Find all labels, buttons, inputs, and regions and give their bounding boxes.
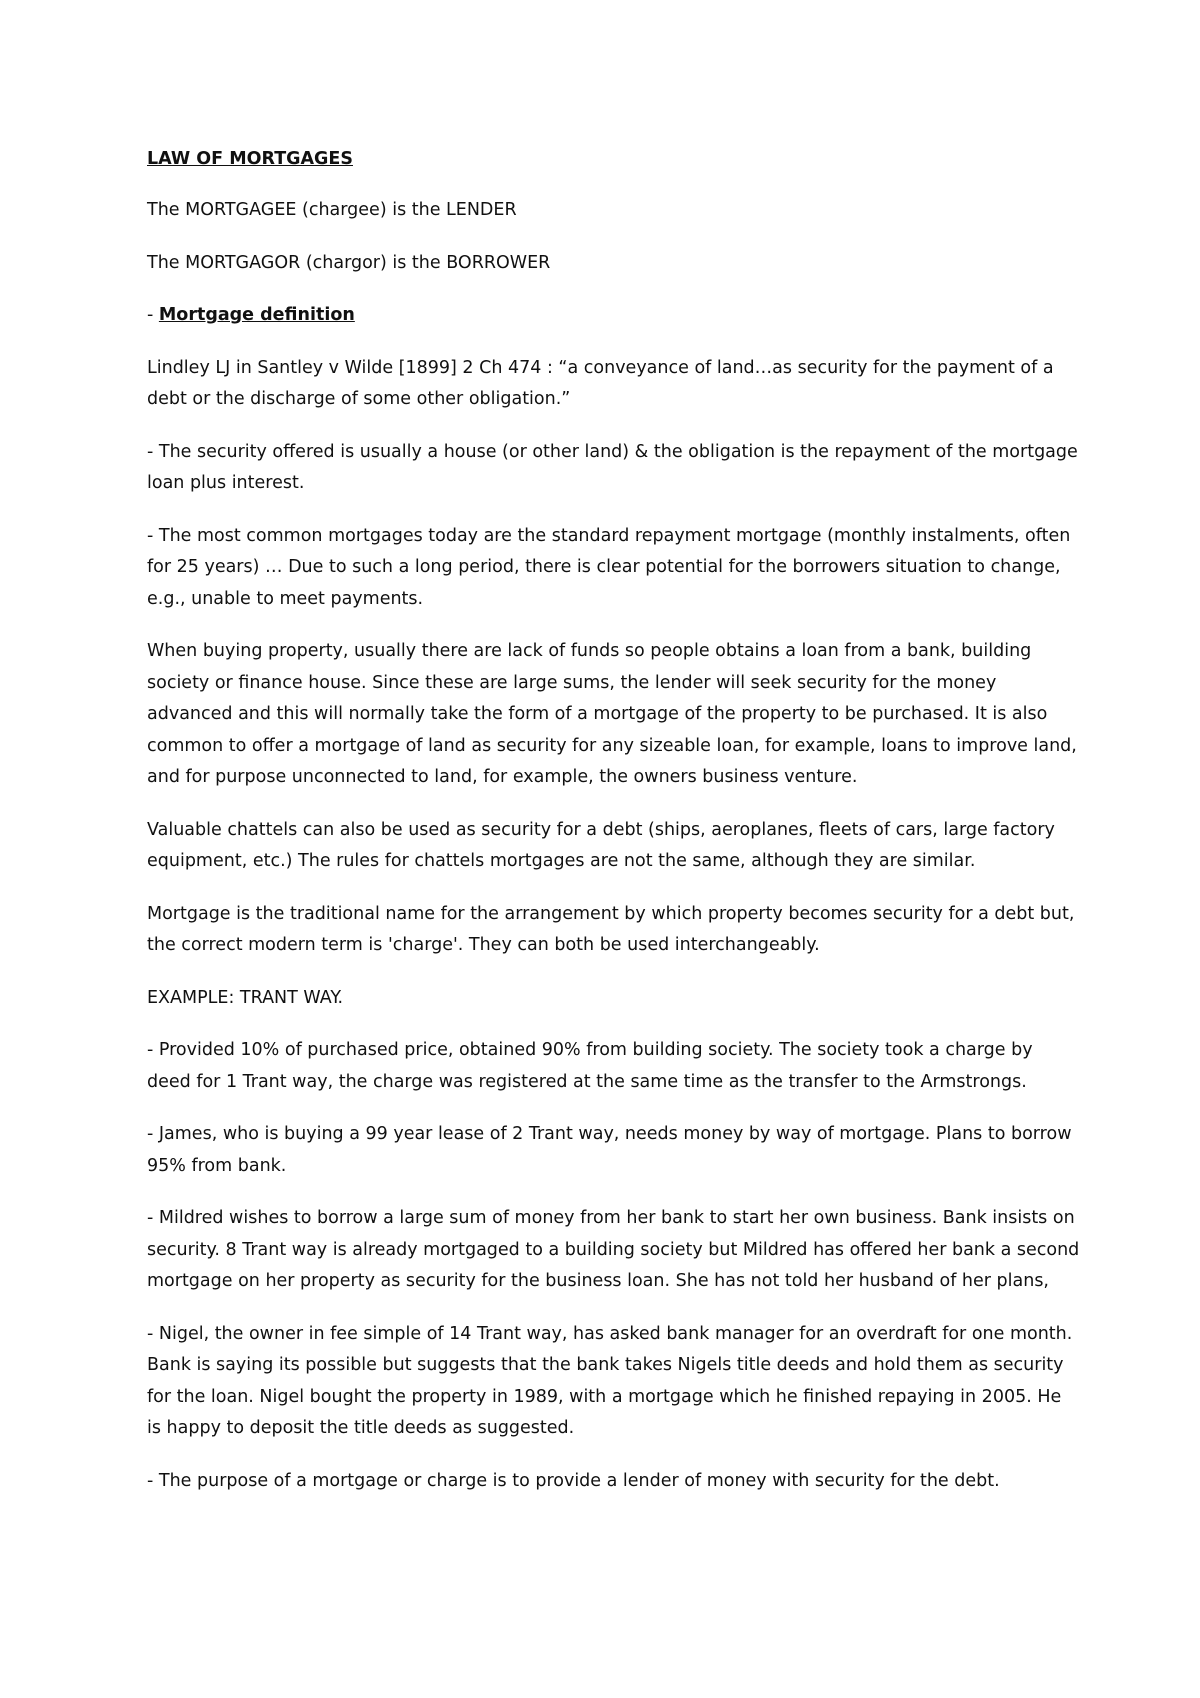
paragraph-common-mortgages: - The most common mortgages today are the standard repayment mortgage (monthly instalments, often for 25 years) … Due to such a long period, there is clear potential for the borrowers situation to change, e.g., unable to meet payments. xyxy=(147,525,1071,609)
paragraph-charge-term: Mortgage is the traditional name for the arrangement by which property becomes security for a debt but, the correct modern term is 'charge'. They can both be used interchangeably. xyxy=(147,903,1075,955)
paragraph-lindley-quote: Lindley LJ in Santley v Wilde [1899] 2 Ch 474 : “a conveyance of land…as security for the payment of a debt or the discharge of some other obligation.” xyxy=(147,357,1054,409)
paragraph-example-mildred: - Mildred wishes to borrow a large sum of money from her bank to start her own business. Bank insists on security. 8 Trant way is already mortgaged to a building society but Mildred has offered her bank a second mortgage on her property as security for the business loan. She has not told her husband of her plans, xyxy=(147,1208,1080,1291)
paragraph-purpose: - The purpose of a mortgage or charge is to provide a lender of money with security for the debt. xyxy=(147,1470,1000,1491)
paragraph-security-offered: - The security offered is usually a house (or other land) & the obligation is the repayment of the mortgage loan plus interest. xyxy=(147,441,1078,493)
mortgagee-definition: The MORTGAGEE (chargee) is the LENDER xyxy=(147,200,517,220)
heading-dash: - xyxy=(147,305,159,325)
paragraph-example-heading: EXAMPLE: TRANT WAY. xyxy=(147,987,344,1008)
paragraph-example-james: - James, who is buying a 99 year lease of 2 Trant way, needs money by way of mortgage. Plans to borrow 95% from bank. xyxy=(147,1124,1072,1176)
heading-text: Mortgage definition xyxy=(158,305,355,325)
paragraph-buying-property: When buying property, usually there are lack of funds so people obtains a loan from a bank, building society or finance house. Since these are large sums, the lender will seek security for the money advanced and this will normally take the form of a mortgage of the property to be purchased. It is also common to offer a mortgage of land as security for any sizeable loan, for example, loans to improve land, and for purpose unconnected to land, for example, the owners business venture. xyxy=(147,641,1077,787)
paragraph-example-armstrongs: - Provided 10% of purchased price, obtained 90% from building society. The society took a charge by deed for 1 Trant way, the charge was registered at the same time as the transfer to the Armstrongs. xyxy=(147,1040,1033,1092)
document-title: LAW OF MORTGAGES xyxy=(147,149,353,169)
mortgagor-definition: The MORTGAGOR (chargor) is the BORROWER xyxy=(147,252,551,273)
paragraph-valuable-chattels: Valuable chattels can also be used as security for a debt (ships, aeroplanes, fleets of cars, large factory equipment, etc.) The rules for chattels mortgages are not the same, although they are similar. xyxy=(147,819,1055,871)
paragraph-example-nigel: - Nigel, the owner in fee simple of 14 Trant way, has asked bank manager for an overdraft for one month. Bank is saying its possible but suggests that the bank takes Nigels title deeds and hold them as security for the loan. Nigel bought the property in 1989, with a mortgage which he finished repaying in 2005. He is happy to deposit the title deeds as suggested. xyxy=(147,1323,1073,1438)
section-heading-mortgage-definition xyxy=(147,300,1080,332)
